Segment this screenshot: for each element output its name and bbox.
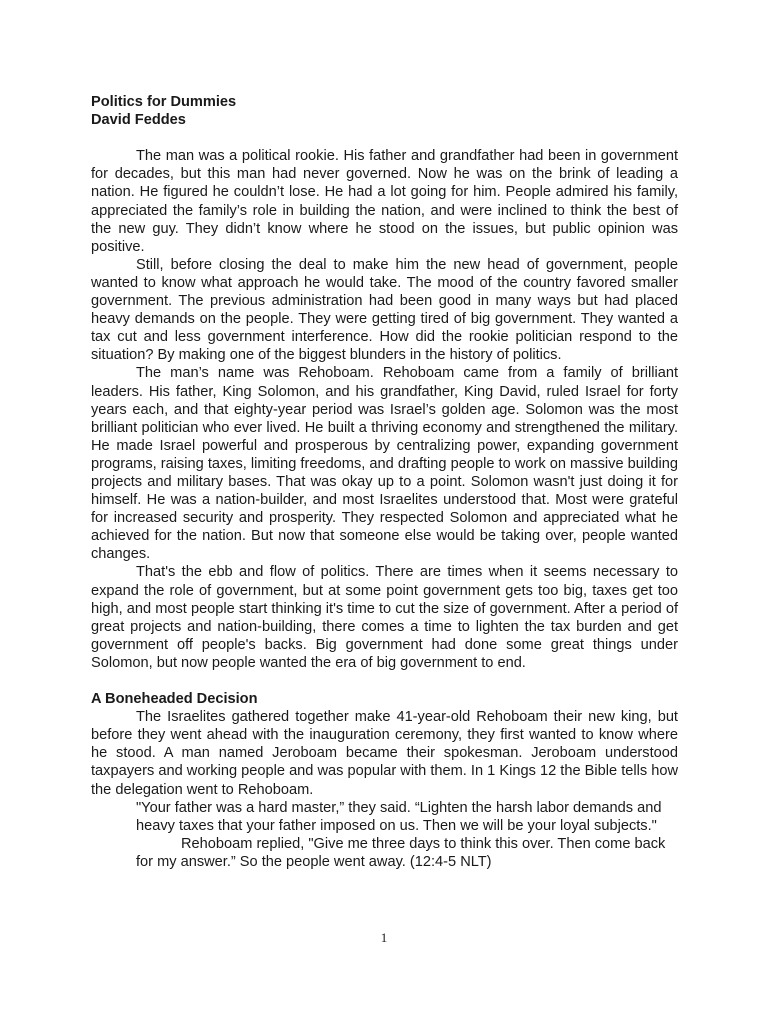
paragraph: The man’s name was Rehoboam. Rehoboam came from a family of brilliant leaders. His father, King Solomon, and his grandfather, King David, ruled Israel for forty years each, and that eighty-year period was Israel’s golden age. Solomon was the most brilliant politician who ever lived. He built a thriving economy and strengthened the military. He made Israel powerful and prosperous by centralizing power, expanding government programs, raising taxes, limiting freedoms, and drafting people to work on massive building projects and military bases. That was okay up to a point. Solomon wasn't just doing it for himself. He was a nation-builder, and most Israelites understood that. Most were grateful for increased security and prosperity. They respected Solomon and appreciated what he achieved for the nation. But now that someone else would be taking over, people wanted changes. — [91, 365, 678, 563]
paragraph: The man was a political rookie. His father and grandfather had been in government for decades, but this man had never governed. Now he was on the brink of leading a nation. He figured he couldn’t lose. He had a lot going for him. People admired his family, appreciated the family’s role in building the nation, and were inclined to think the best of the new guy. They didn’t know where he stood on the issues, but public opinion was positive. — [91, 148, 678, 255]
page-number: 1 — [380, 930, 388, 945]
scripture-reply: Rehoboam replied, "Give me three days to think this over. Then come back for my answer.” So the people went away. (12:4-5 NLT) — [136, 835, 666, 870]
section-paragraph: The Israelites gathered together make 41-year-old Rehoboam their new king, but before they went ahead with the inauguration ceremony, they first wanted to know where he stood. A man named Jeroboam became their spokesman. Jeroboam understood taxpayers and working people and was popular with them. In 1 Kings 12 the Bible tells how the delegation went to Rehoboam. — [91, 709, 678, 798]
paragraph: That's the ebb and flow of politics. There are times when it seems necessary to expand the role of government, but at some point government gets too big, taxes get too high, and most people start thinking it's time to cut the size of government. After a period of great projects and nation-building, there comes a time to lighten the tax burden and get government off people's backs. Big government had done some great things under Solomon, but now people wanted the era of big government to end. — [91, 564, 678, 671]
paragraph: Still, before closing the deal to make him the new head of government, people wanted to know what approach he would take. The mood of the country favored smaller government. The previous administration had been good in many ways but had placed heavy demands on the people. They were getting tired of big government. They wanted a tax cut and less government interference. How did the rookie politician respond to the situation? By making one of the biggest blunders in the history of politics. — [91, 256, 678, 364]
document-body — [91, 93, 678, 871]
spacer — [91, 129, 678, 147]
scripture-quote: "Your father was a hard master,” they said. “Lighten the harsh labor demands and heavy taxes that your father imposed on us. Then we will be your loyal subjects." — [136, 799, 662, 834]
document-title: Politics for Dummies — [91, 94, 237, 110]
section-heading: A Boneheaded Decision — [91, 691, 258, 708]
document-author: David Feddes — [91, 112, 186, 129]
spacer — [91, 672, 678, 690]
